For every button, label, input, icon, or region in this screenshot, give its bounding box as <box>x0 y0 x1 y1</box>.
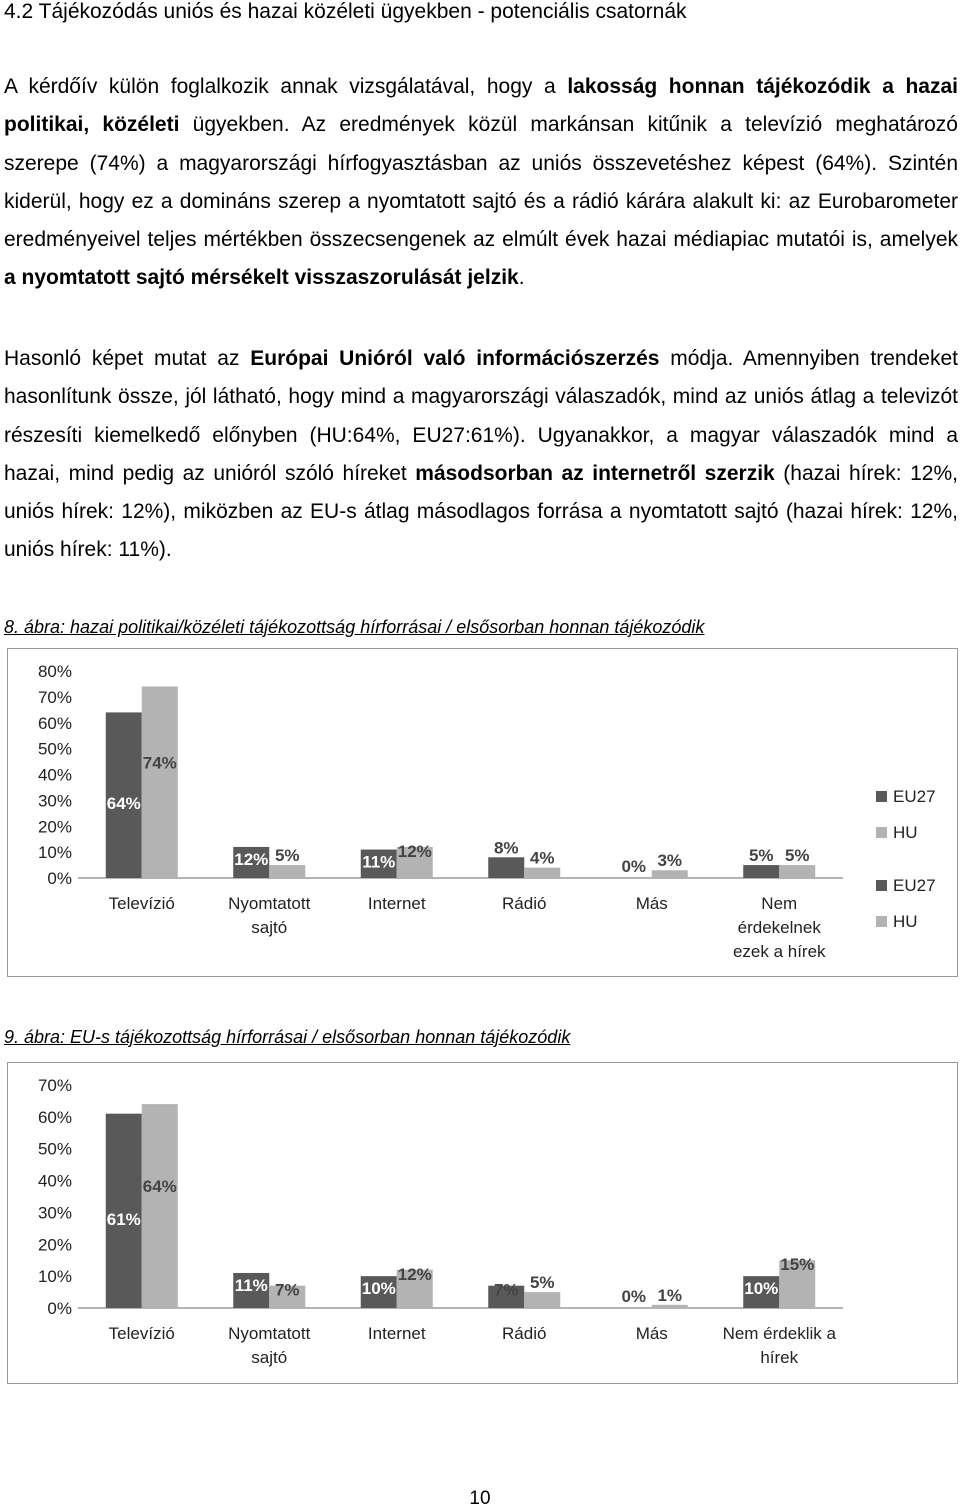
page-number: 10 <box>469 1488 491 1509</box>
fig9-ytick-label: 60% <box>37 1107 72 1127</box>
fig8-bar-hu-4 <box>652 870 688 878</box>
fig8-legend-label-hu: HU <box>893 823 918 842</box>
fig8-data-label-eu27-1: 12% <box>234 849 269 869</box>
fig8-data-label-eu27-0: 64% <box>106 794 141 814</box>
fig9-data-label-eu27-5: 10% <box>744 1279 779 1299</box>
fig8-bar-hu-5 <box>779 865 815 878</box>
fig9-ytick-label: 20% <box>37 1235 72 1255</box>
fig8-data-label-hu-0: 74% <box>142 753 177 773</box>
fig9-category-label-3-0: Rádió <box>502 1324 547 1343</box>
fig8-data-label-eu27-4: 0% <box>621 857 647 876</box>
fig8-category-label-5-2: ezek a hírek <box>732 942 826 961</box>
paragraph-1 <box>4 68 958 298</box>
fig8-category-label-3-0: Rádió <box>502 894 547 913</box>
fig9-category-label-0-0: Televízió <box>108 1324 175 1343</box>
fig9-category-label-4-0: Más <box>635 1324 668 1343</box>
figure-9-caption: 9. ábra: EU-s tájékozottság hírforrásai / elsősorban honnan tájékozódik <box>4 1027 571 1047</box>
fig9-data-label-hu-5: 15% <box>780 1255 815 1275</box>
paragraph1-run-4: . <box>518 266 525 290</box>
fig8-ytick-label: 70% <box>37 687 72 707</box>
figure-8-chart <box>7 648 958 977</box>
fig8-ytick-label: 50% <box>37 739 72 759</box>
fig9-ytick-label: 0% <box>47 1299 72 1318</box>
fig8-bar-hu-0 <box>142 687 178 878</box>
fig9-data-label-eu27-3: 7% <box>493 1280 519 1300</box>
fig8-ytick-label: 0% <box>47 869 72 888</box>
fig8-data-label-hu-2: 12% <box>397 841 432 861</box>
fig8-bar-eu27-5 <box>743 865 779 878</box>
fig8-legend-label-eu27: EU27 <box>893 787 936 806</box>
fig8-bar-hu-1 <box>269 865 305 878</box>
fig8-data-label-eu27-2: 11% <box>362 852 396 872</box>
fig9-ytick-label: 30% <box>37 1203 72 1223</box>
fig8-data-label-eu27-5: 5% <box>748 846 774 866</box>
fig8-category-label-1-1: sajtó <box>251 918 288 937</box>
fig8-bar-hu-3 <box>524 868 560 878</box>
fig8-data-label-hu-1: 5% <box>274 846 300 866</box>
fig8-category-label-2-0: Internet <box>367 894 426 913</box>
fig9-ytick-label: 40% <box>37 1171 72 1191</box>
fig8-legend-swatch-hu <box>876 827 887 838</box>
fig9-data-label-hu-3: 5% <box>529 1273 555 1293</box>
fig8-category-label-4-0: Más <box>635 894 668 913</box>
fig9-bar-hu-0 <box>142 1104 178 1308</box>
fig9-data-label-eu27-2: 10% <box>361 1279 396 1299</box>
fig9-data-label-hu-2: 12% <box>397 1264 432 1284</box>
figure-8-svg <box>8 649 959 978</box>
fig9-data-label-eu27-4: 0% <box>621 1287 647 1306</box>
fig9-ytick-label: 70% <box>37 1076 72 1095</box>
fig8-ytick-label: 10% <box>37 843 72 863</box>
paragraph2-run-3: másodsorban az internetről szerzik <box>415 461 775 485</box>
fig9-data-label-hu-0: 64% <box>142 1177 177 1197</box>
fig9-category-label-5-0: Nem érdeklik a <box>722 1324 836 1343</box>
fig8-ytick-label: 40% <box>37 765 72 785</box>
fig8-data-label-hu-5: 5% <box>784 846 810 866</box>
fig9-data-label-eu27-0: 61% <box>106 1209 141 1229</box>
paragraph-2 <box>4 340 958 570</box>
fig8-data-label-eu27-3: 8% <box>493 838 519 858</box>
fig8-ytick-label: 20% <box>37 817 72 837</box>
fig9-data-label-eu27-1: 11% <box>234 1275 268 1295</box>
fig9-legend-label-hu: HU <box>893 912 918 931</box>
fig9-category-label-5-1: hírek <box>760 1348 799 1367</box>
fig9-category-label-2-0: Internet <box>367 1324 426 1343</box>
fig8-ytick-label: 80% <box>37 662 72 681</box>
paragraph1-run-2: ügyekben. Az eredmények közül markánsan kitűnik a televízió meghatározó szerepe (74%) a magyarországi hírfogyasztásban az uniós összevetéshez képest (64%). Szintén kiderül, hogy ez a domináns szerep a nyomtatott sajtó és a rádió kárára alakult ki: az Eurobarometer eredményeivel teljes mértékben összecsengenek az elmúlt évek hazai médiapiac mutatói is, amelyek <box>4 113 958 252</box>
fig8-data-label-hu-3: 4% <box>529 848 555 868</box>
fig9-ytick-label: 10% <box>37 1267 72 1287</box>
fig9-bar-hu-3 <box>524 1292 560 1308</box>
fig9-data-label-hu-4: 1% <box>657 1285 683 1305</box>
fig9-data-label-hu-1: 7% <box>274 1280 300 1300</box>
fig9-category-label-1-1: sajtó <box>251 1348 288 1367</box>
paragraph2-run-4: (hazai hírek: 12%, uniós hírek: 12%), miközben az EU-s átlag másodlagos forrása a nyomtatott sajtó (hazai hírek: 12%, uniós hírek: 11%). <box>4 461 958 562</box>
section-heading: 4.2 Tájékozódás uniós és hazai közéleti ügyekben - potenciális csatornák <box>4 0 687 23</box>
fig8-category-label-1-0: Nyomtatott <box>228 894 311 913</box>
fig8-bar-eu27-3 <box>488 857 524 878</box>
fig8-category-label-5-1: érdekelnek <box>737 918 821 937</box>
paragraph1-run-0: A kérdőív külön foglalkozik annak vizsgálatával, hogy a <box>4 75 568 98</box>
fig9-legend-label-eu27: EU27 <box>893 876 936 895</box>
fig9-legend-swatch-eu27 <box>876 880 887 891</box>
fig8-ytick-label: 30% <box>37 791 72 811</box>
paragraph2-run-1: Európai Unióról való információszerzés <box>250 347 660 370</box>
fig9-ytick-label: 50% <box>37 1139 72 1159</box>
figure-8-caption: 8. ábra: hazai politikai/közéleti tájékozottság hírforrásai / elsősorban honnan tájékozódik <box>4 617 705 637</box>
paragraph2-run-2: módja. Amennyiben trendeket hasonlítunk össze, jól látható, hogy mind a magyarországi válaszadók, mind az uniós átlag a televizót részesíti kiemelkedő előnyben (HU:64%, EU27:61%). Ugyanakkor, a magyar válaszadók mind a hazai, mind pedig az unióról szóló híreket <box>4 347 958 485</box>
fig9-legend-swatch-hu <box>876 916 887 927</box>
fig8-ytick-label: 60% <box>37 713 72 733</box>
paragraph1-run-3: a nyomtatott sajtó mérsékelt visszaszorulását jelzik <box>4 266 519 290</box>
fig8-category-label-0-0: Televízió <box>108 894 175 913</box>
paragraph1-run-1: lakosság honnan tájékozódik a hazai politikai, közéleti <box>4 75 958 137</box>
paragraph2-run-0: Hasonló képet mutat az <box>4 347 251 370</box>
fig9-category-label-1-0: Nyomtatott <box>228 1324 311 1343</box>
fig9-bar-hu-4 <box>652 1305 688 1308</box>
fig8-legend-swatch-eu27 <box>876 791 887 802</box>
fig8-data-label-hu-4: 3% <box>657 851 683 871</box>
fig8-category-label-5-0: Nem <box>761 894 798 913</box>
